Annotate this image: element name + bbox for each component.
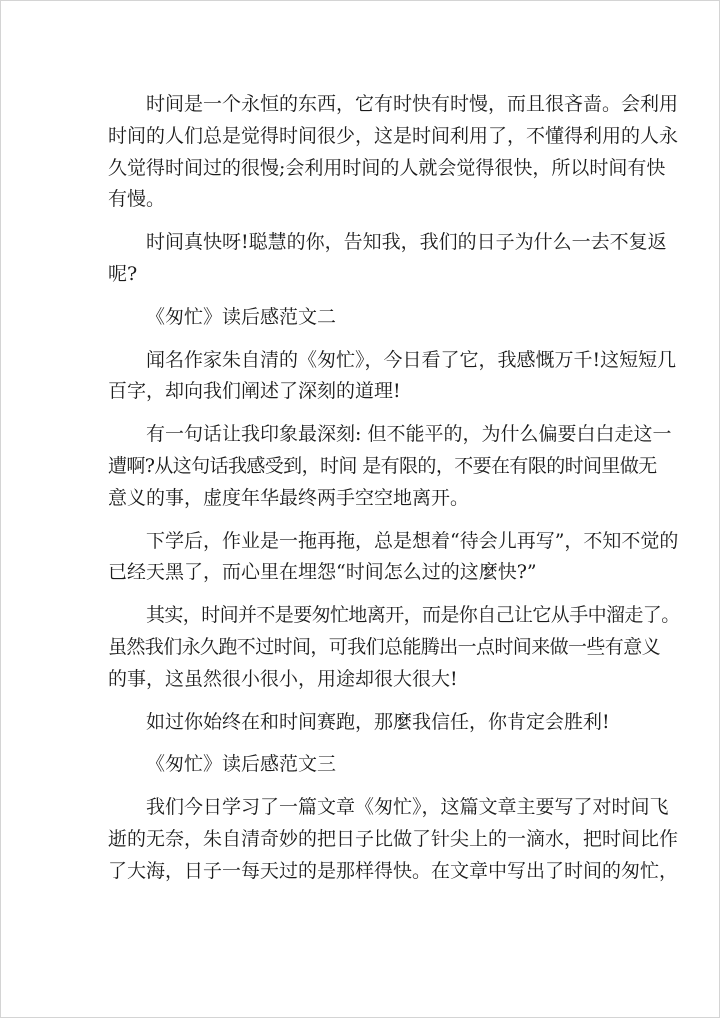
paragraph-line: 如过你始终在和时间赛跑，那麼我信任，你肯定会胜利! bbox=[146, 710, 610, 733]
paragraph-line: 意义的事，虚度年华最终两手空空地离开。 bbox=[108, 486, 470, 509]
paragraph-line: 我们今日学习了一篇文章《匆忙》，这篇文章主要写了对时间飞 bbox=[146, 796, 669, 819]
paragraph-line: 逝的无奈，朱自清奇妙的把日子比做了针尖上的一滴水，把时间比作 bbox=[108, 827, 679, 850]
section-heading: 《匆忙》读后感范文二 bbox=[146, 305, 337, 328]
paragraph-line: 的事，这虽然很小很小，用途却很大很大! bbox=[108, 667, 458, 690]
paragraph-line: 已经天黑了，而心里在埋怨“时间怎么过的这麼快?” bbox=[108, 561, 537, 584]
paragraph-line: 百字，却向我们阐述了深刻的道理! bbox=[108, 380, 401, 403]
paragraph-line: 虽然我们永久跑不过时间，可我们总能腾出一点时间来做一些有意义 bbox=[108, 635, 661, 658]
paragraph-line: 下学后，作业是一拖再拖，总是想着“待会儿再写”，不知不觉的 bbox=[146, 529, 679, 552]
paragraph-line: 有一句话让我印象最深刻: 但不能平的，为什么偏要白白走这一 bbox=[146, 423, 672, 446]
paragraph-line: 时间的人们总是觉得时间很少，这是时间利用了，不懂得利用的人永 bbox=[108, 124, 679, 147]
paragraph-line: 时间是一个永恒的东西，它有时快有时慢，而且很吝啬。会利用 bbox=[146, 93, 679, 115]
paragraph-line: 时间真快呀!聪慧的你，告知我，我们的日子为什么一去不复返 bbox=[146, 231, 667, 254]
paragraph-line: 了大海，日子一每天过的是那样得快。在文章中写出了时间的匆忙， bbox=[108, 859, 679, 882]
paragraph-line: 遭啊?从这句话我感受到，时间 是有限的，不要在有限的时间里做无 bbox=[108, 454, 657, 477]
paragraph-line: 有慢。 bbox=[108, 188, 166, 211]
document-body bbox=[108, 89, 680, 888]
paragraph-line: 呢? bbox=[108, 262, 138, 285]
section-heading: 《匆忙》读后感范文三 bbox=[146, 753, 337, 776]
paragraph-line: 闻名作家朱自清的《匆忙》，今日看了它，我感慨万千!这短短几 bbox=[146, 348, 677, 371]
paragraph-line: 久觉得时间过的很慢;会利用时间的人就会觉得很快，所以时间有快 bbox=[108, 156, 666, 179]
paragraph-line: 其实，时间并不是要匆忙地离开，而是你自己让它从手中溜走了。 bbox=[146, 604, 680, 627]
